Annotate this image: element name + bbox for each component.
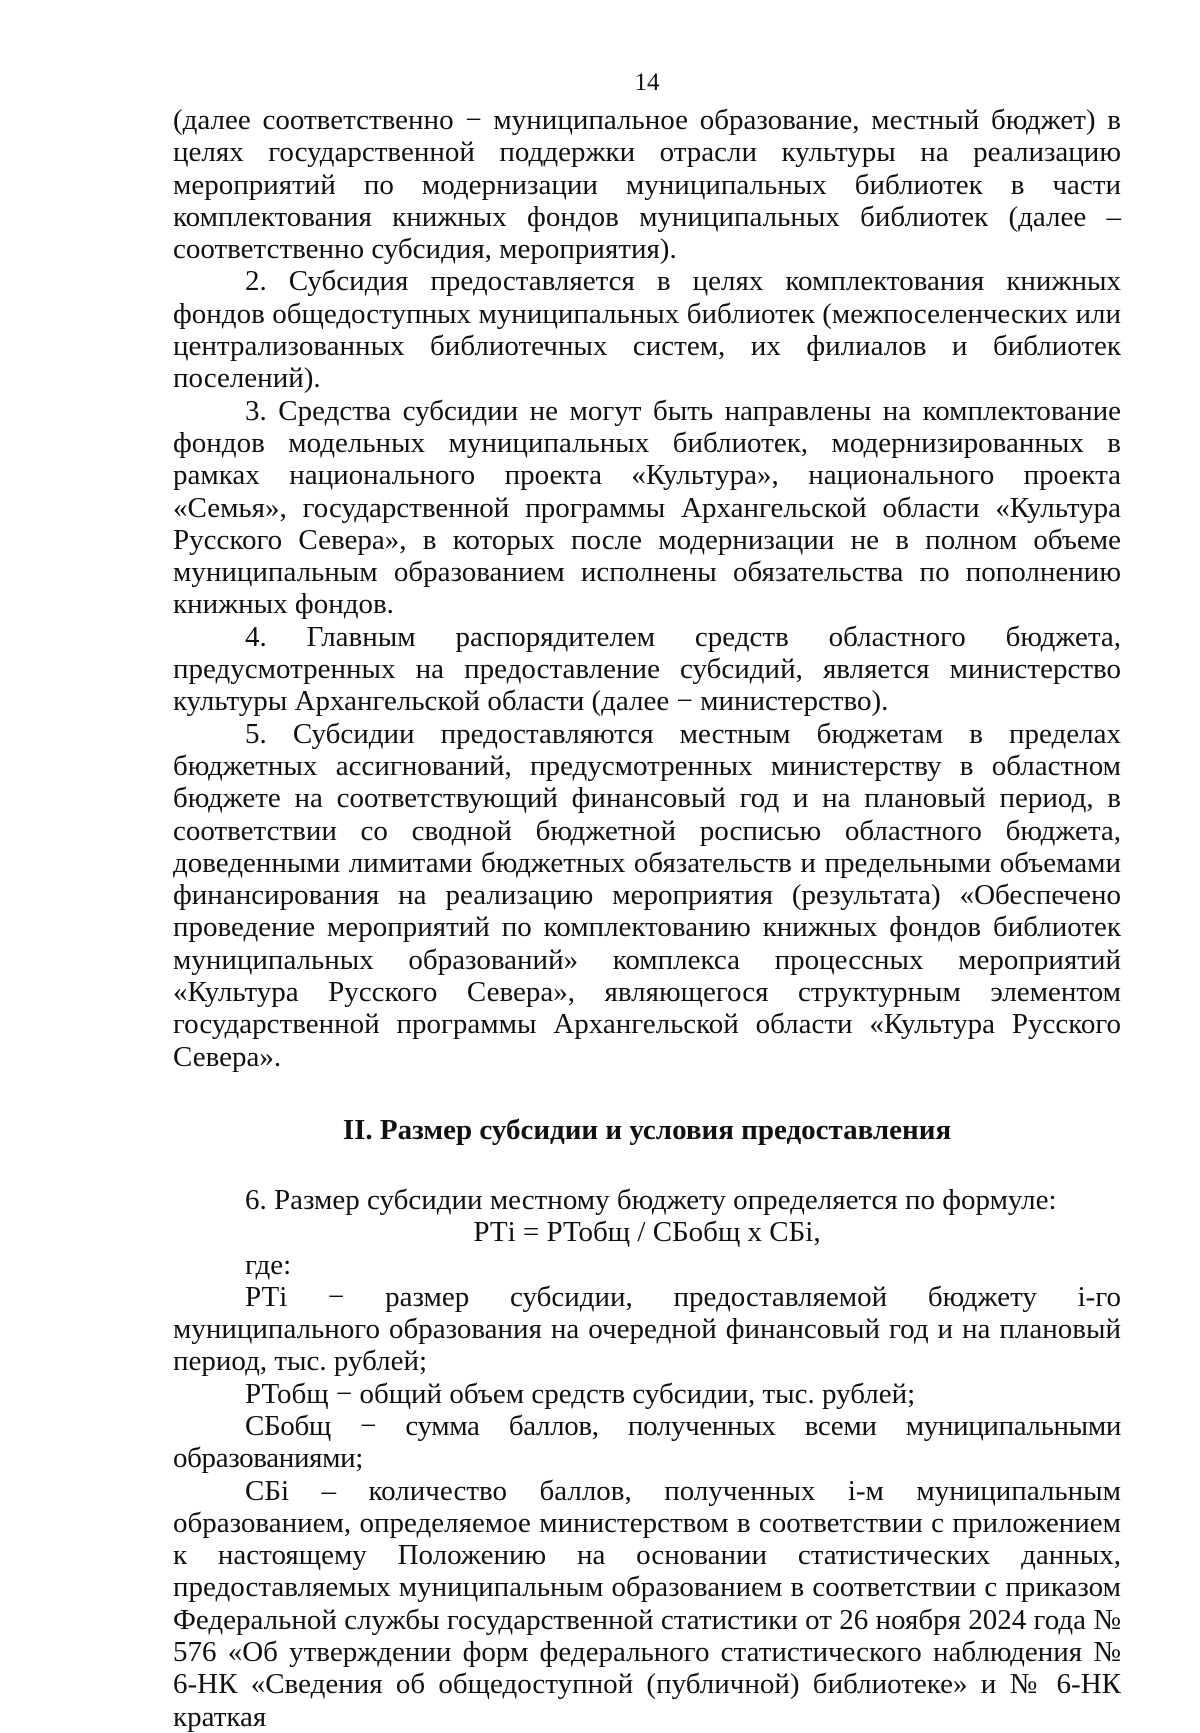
definition-rtobsch: РТобщ − общий объем средств субсидии, тыс. рублей; (245, 1377, 916, 1410)
definition-sbobsch: СБобщ − сумма баллов, полученных всеми муниципальными образованиями; (173, 1409, 1121, 1475)
page-number: 14 (634, 69, 660, 96)
section-heading: II. Размер субсидии и условия предоставления (342, 1113, 952, 1146)
paragraph-6: 6. Размер субсидии местному бюджету определяется по формуле: (245, 1183, 1057, 1216)
formula: РТi = РТобщ / СБобщ х СБi, (473, 1216, 821, 1249)
paragraph-2: 2. Субсидия предоставляется в целях комплектования книжных фондов общедоступных муниципальных библиотек (межпоселенческих или централизованных библиотечных систем, их филиалов и библиотек поселений). (173, 265, 1121, 395)
definition-sbi: СБi – количество баллов, полученных i-м муниципальным образованием, определяемое министерством в соответствии с приложением к настоящему Положению на основании статистических данных, предоставляемых муниципальным образованием в соответствии с приказом Федеральной службы государственной статистики от 26 ноября 2024 года № 576 «Об утверждении форм федерального статистического наблюдения № 6-НК «Сведения об общедоступной (публичной) библиотеке» и № 6-НК краткая (173, 1474, 1121, 1733)
where-label: где: (245, 1248, 292, 1281)
paragraph-3: 3. Средства субсидии не могут быть направлены на комплектование фондов модельных муниципальных библиотек, модернизированных в рамках национального проекта «Культура», национального проекта «Семья», государственной программы Архангельской области «Культура Русского Севера», в которых после модернизации не в полном объеме муниципальным образованием исполнены обязательства по пополнению книжных фондов. (173, 394, 1121, 621)
paragraph-5: 5. Субсидии предоставляются местным бюджетам в пределах бюджетных ассигнований, предусмотренных министерству в областном бюджете на соответствующий финансовый год и на плановый период, в соответствии со сводной бюджетной росписью областного бюджета, доведенными лимитами бюджетных обязательств и предельными объемами финансирования на реализацию мероприятия (результата) «Обеспечено проведение мероприятий по комплектованию книжных фондов библиотек муниципальных образований» комплекса процессных мероприятий «Культура Русского Севера», являющегося структурным элементом государственной программы Архангельской области «Культура Русского Севера». (173, 717, 1121, 1073)
document-page (173, 68, 1121, 1733)
definition-rti: РТi − размер субсидии, предоставляемой бюджету i-го муниципального образования на очередной финансовый год и на плановый период, тыс. рублей; (173, 1280, 1121, 1378)
paragraph-1-continuation: (далее соответственно − муниципальное образование, местный бюджет) в целях государственной поддержки отрасли культуры на реализацию мероприятий по модернизации муниципальных библиотек в части комплектования книжных фондов муниципальных библиотек (далее – соответственно субсидия, мероприятия). (173, 104, 1121, 266)
paragraph-4: 4. Главным распорядителем средств областного бюджета, предусмотренных на предоставление субсидий, является министерство культуры Архангельской области (далее − министерство). (173, 620, 1121, 718)
